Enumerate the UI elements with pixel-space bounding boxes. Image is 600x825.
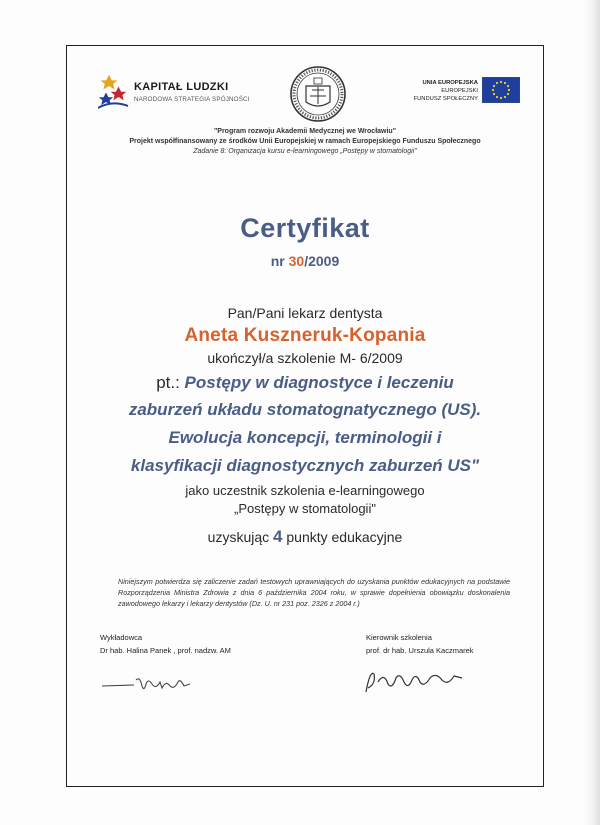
- eu-label-line2: EUROPEJSKI: [441, 88, 478, 94]
- course-title-line-3: Ewolucja koncepcji, terminologii i: [168, 428, 442, 447]
- head-signature-icon: [358, 664, 478, 698]
- lecturer-signature-icon: [100, 670, 212, 698]
- kapital-ludzki-title: KAPITAŁ LUDZKI: [134, 81, 229, 93]
- course-title-part-1: Postępy w diagnostyce i leczeniu: [184, 373, 454, 392]
- points-prefix: uzyskując: [207, 529, 274, 545]
- eu-label: [412, 79, 478, 103]
- lecturer-name: Dr hab. Halina Panek , prof. nadzw. AM: [100, 646, 231, 655]
- completion-statement: ukończył/a szkolenie M- 6/2009: [207, 350, 403, 366]
- course-prefix: pt.:: [156, 373, 185, 392]
- course-title-line-1: [70, 373, 540, 393]
- course-title-line-4: klasyfikacji diagnostycznych zaburzeń US": [130, 456, 480, 475]
- number-value: 30: [288, 253, 305, 269]
- program-line-1: "Program rozwoju Akademii Medycznej we Wrocławiu": [213, 128, 397, 135]
- program-line-3: Zadanie 8: Organizacja kursu e-learningowego „Postępy w stomatologii": [193, 148, 417, 155]
- program-line-2: Projekt współfinansowany ze środków Unii Europejskiej w ramach Europejskiego Funduszu Społecznego: [129, 138, 481, 145]
- eu-label-line3: FUNDUSZ SPOŁECZNY: [413, 96, 478, 102]
- program-header: [90, 127, 520, 157]
- head-name: prof. dr hab. Urszula Kaczmarek: [366, 646, 474, 655]
- points-statement: [70, 527, 540, 547]
- certificate-number: [100, 253, 510, 269]
- points-value: 4: [273, 527, 283, 546]
- number-suffix: /2009: [304, 253, 340, 269]
- recipient-name: Aneta Kuszneruk-Kopania: [184, 325, 426, 346]
- head-role: Kierownik szkolenia: [366, 633, 432, 642]
- course-title-line-2: zaburzeń układu stomatognatycznego (US).: [128, 400, 482, 419]
- kapital-ludzki-subtitle: NARODOWA STRATEGIA SPÓJNOŚCI: [134, 96, 250, 103]
- points-suffix: punkty edukacyjne: [282, 529, 403, 545]
- lecturer-role: Wykładowca: [100, 633, 143, 642]
- salutation: Pan/Pani lekarz dentysta: [227, 305, 383, 321]
- scan-edge-shadow: [584, 0, 600, 825]
- participant-statement: jako uczestnik szkolenia e-learningowego: [185, 483, 425, 498]
- program-name: „Postępy w stomatologii": [234, 501, 376, 516]
- eu-label-line1: UNIA EUROPEJSKA: [422, 80, 478, 86]
- legal-notice: Niniejszym potwierdza się zaliczenie zadań testowych uprawniających do uzyskania punktów edukacyjnych na podstawie Rozporządzenia Ministra Zdrowia z dnia 6 października 2004 roku, w sprawie dopełnienia obowiązku doskonalenia zawodowego lekarzy i lekarzy dentystów (Dz. U. nr 231 poz. 2326 z 2004 r.): [118, 577, 510, 608]
- university-seal-icon: [288, 64, 348, 124]
- eu-flag-icon: [482, 77, 520, 103]
- number-prefix: nr: [270, 253, 289, 269]
- certificate-title: Certyfikat: [240, 213, 370, 243]
